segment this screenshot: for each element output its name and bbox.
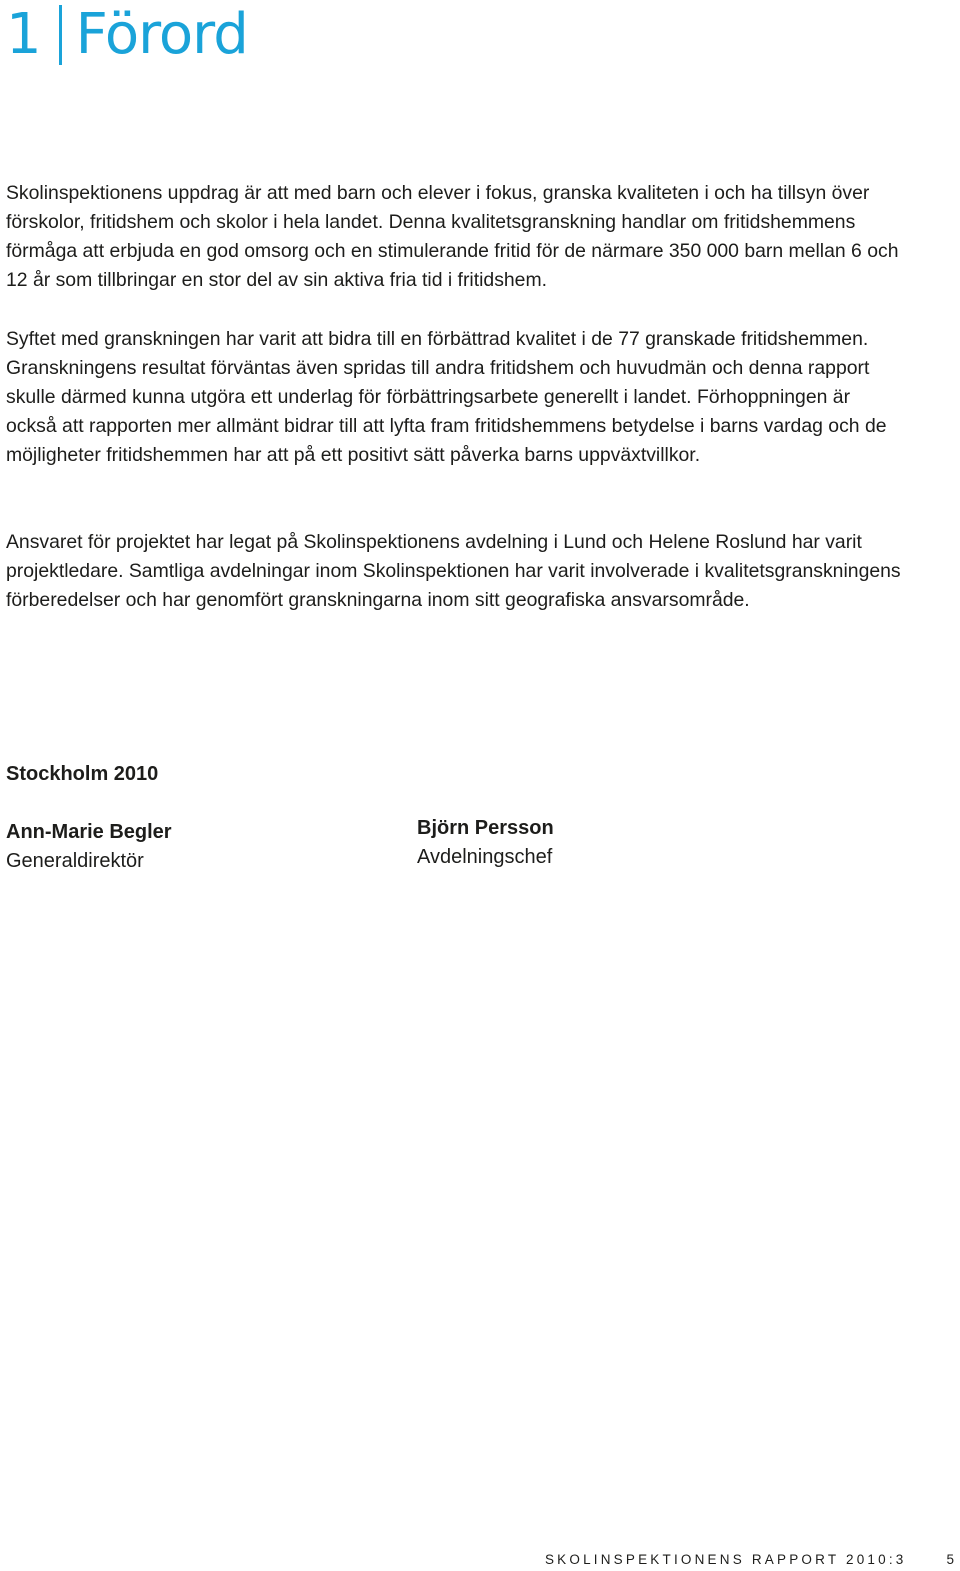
signature-block-director-general [6,818,172,876]
page-footer [545,1551,954,1569]
paragraph-purpose: Syftet med granskningen har varit att bidra till en förbättrad kvalitet i de 77 granskade fritidshemmen. Granskningens resultat förväntas även spridas till andra fritidshem och huvudmän och denna rapport skulle därmed kunna utgöra ett underlag för förbättringsarbete generellt i landet. Förhoppningen är också att rapporten mer allmänt bidrar till att lyfta fram fritidshemmens betydelse i barns vardag och de möjligheter fritidshemmen har att på ett positivt sätt påverka barns uppväxtvillkor. [6,328,887,466]
paragraph-responsibility: Ansvaret för projektet har legat på Skolinspektionens avdelning i Lund och Helene Roslund har varit projektledare. Samtliga avdelningar inom Skolinspektionen har varit involverade i kvalitetsgranskningens förberedelser och har genomfört granskningarna inom sitt geografiska ansvarsområde. [6,531,901,611]
chapter-number: 1 [6,2,41,67]
signature-block-department-head [417,814,554,872]
chapter-title: Förord [75,2,248,67]
signer-name: Björn Persson [417,817,554,839]
publication-title: SKOLINSPEKTIONENS RAPPORT 2010:3 [544,1552,907,1567]
paragraph-intro: Skolinspektionens uppdrag är att med barn och elever i fokus, granska kvaliteten i och ha tillsyn över förskolor, fritidshem och skolor i hela landet. Denna kvalitetsgranskning handlar om fritidshemmens förmåga att erbjuda en god omsorg och en stimulerande fritid för de närmare 350 000 barn mellan 6 och 12 år som tillbringar en stor del av sin aktiva fria tid i fritidshem. [6,182,899,291]
signer-name: Ann-Marie Begler [6,821,172,843]
place-date: Stockholm 2010 [6,763,159,785]
heading-divider [59,5,62,65]
chapter-heading [6,0,248,70]
signer-role: Generaldirektör [6,850,144,872]
signer-role: Avdelningschef [417,846,553,868]
page-number: 5 [946,1552,954,1567]
